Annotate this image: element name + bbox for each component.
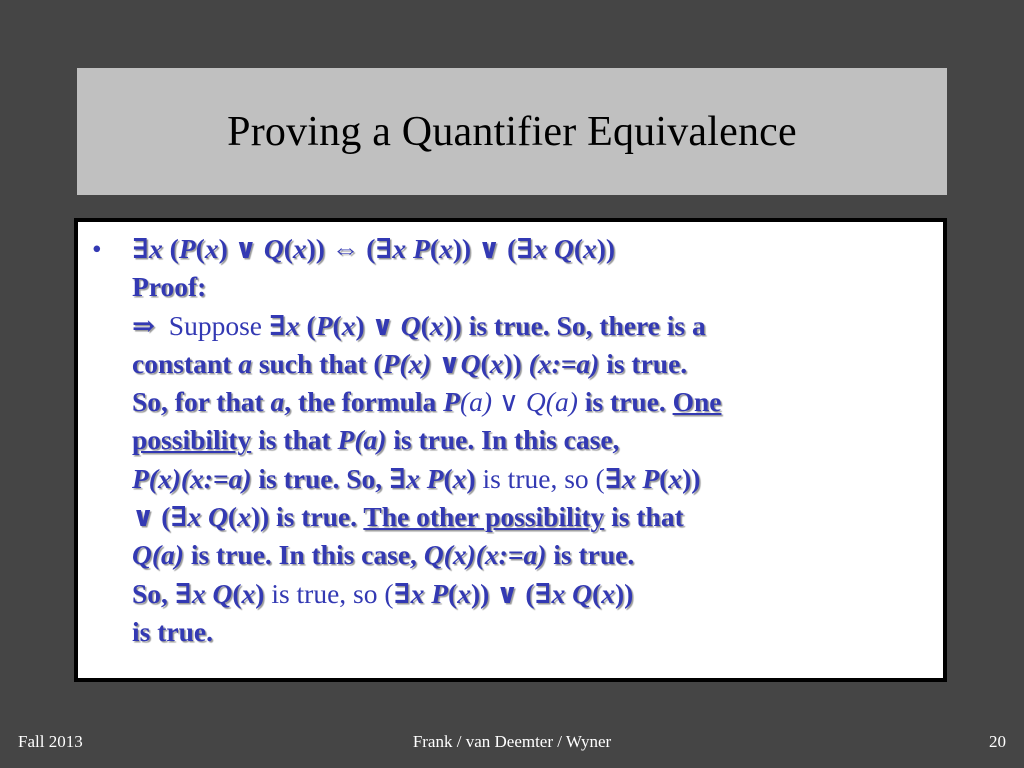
text-segment: Q: [400, 309, 421, 341]
slide-title-box: [77, 68, 947, 195]
text-segment: )): [614, 577, 634, 609]
text-segment: possibility: [132, 424, 252, 456]
text-segment: Q: [460, 347, 481, 379]
footer-date: Fall 2013: [18, 732, 83, 751]
text-segment: constant: [132, 347, 239, 379]
text-segment: ∃: [393, 577, 411, 609]
text-segment: , the formula: [284, 386, 444, 418]
text-segment: ) ∨: [218, 233, 264, 264]
text-line-7: [92, 460, 932, 498]
text-segment: P(x)(x:=a): [132, 462, 252, 494]
text-segment: x P: [621, 462, 660, 494]
slide-title: Proving a Quantifier Equivalence: [227, 108, 797, 155]
text-segment: is true. So,: [251, 462, 390, 494]
text-segment: x Q: [187, 501, 228, 533]
text-segment: (: [480, 347, 490, 379]
text-segment: x: [439, 233, 453, 264]
footer-authors: Frank / van Deemter / Wyner: [412, 732, 612, 751]
text-line-11: [92, 613, 932, 651]
text-segment: is true.: [577, 386, 673, 418]
text-segment: (: [232, 577, 242, 609]
text-segment: is true, so (: [475, 462, 605, 494]
text-segment: x P: [392, 233, 430, 264]
text-segment: x: [237, 501, 251, 533]
bullet-marker: •: [92, 233, 102, 264]
text-line-10: [92, 575, 932, 613]
proof-text: [92, 230, 932, 651]
text-segment: P: [178, 233, 196, 264]
text-segment: So,: [132, 577, 175, 609]
text-segment: )): [682, 462, 701, 494]
text-segment: (: [429, 233, 439, 264]
text-segment: (x:=a): [528, 347, 600, 379]
text-segment: such that (: [251, 347, 383, 379]
text-segment: is that: [251, 424, 338, 456]
text-segment: P: [443, 386, 460, 418]
text-segment: (: [573, 233, 584, 264]
text-segment: is true. In this case,: [386, 424, 620, 456]
text-line-6: [92, 421, 932, 459]
slide-content-box: [74, 218, 947, 682]
text-line-2: [92, 268, 932, 306]
text-segment: (: [592, 577, 602, 609]
text-segment: ∃: [604, 462, 622, 494]
text-segment: is true.: [599, 347, 688, 379]
text-segment: x: [341, 309, 356, 341]
text-segment: x: [204, 233, 219, 264]
text-segment: x P: [406, 462, 444, 494]
text-segment: ) ∨: [355, 309, 401, 341]
text-segment: x: [583, 233, 597, 264]
text-segment: (: [448, 577, 458, 609]
text-segment: Q(a): [525, 386, 578, 418]
text-segment: x: [601, 577, 615, 609]
text-segment: a: [238, 347, 252, 379]
text-segment: )): [503, 347, 529, 379]
text-segment: x: [429, 309, 444, 341]
text-segment: x Q: [533, 233, 574, 264]
text-segment: Q(a): [132, 539, 184, 571]
text-segment: Proof:: [132, 271, 207, 303]
text-line-4: [92, 345, 932, 383]
text-segment: ∃: [389, 462, 407, 494]
text-segment: (: [162, 233, 179, 264]
text-segment: (: [195, 233, 205, 264]
text-segment: ): [255, 577, 265, 609]
text-segment: ): [466, 462, 476, 494]
text-segment: ∃: [132, 233, 150, 264]
text-segment: is true.: [132, 615, 213, 647]
text-segment: x: [457, 577, 471, 609]
text-segment: x: [489, 347, 504, 379]
text-segment: x: [668, 462, 683, 494]
text-segment: P: [315, 309, 333, 341]
line-content: [132, 233, 615, 264]
text-segment: (: [420, 309, 430, 341]
text-segment: ⇒: [132, 309, 156, 341]
text-segment: ∃: [174, 577, 192, 609]
text-segment: So, for that: [132, 386, 271, 418]
footer-page-number: 20: [989, 732, 1006, 751]
text-segment: x P: [410, 577, 449, 609]
text-segment: (: [443, 462, 453, 494]
text-line-8: [92, 498, 932, 536]
text-segment: is that: [604, 501, 684, 533]
text-segment: Suppose: [155, 309, 269, 341]
text-segment: (: [227, 501, 238, 533]
text-segment: is true, so (: [264, 577, 394, 609]
text-segment: The other possibility: [363, 501, 605, 533]
text-line-3: [92, 307, 932, 345]
text-segment: Q: [263, 233, 284, 264]
text-segment: )) is true.: [250, 501, 364, 533]
text-segment: )) ⇔ (∃: [306, 233, 393, 264]
text-segment: (: [332, 309, 342, 341]
text-segment: x Q: [191, 577, 233, 609]
bullet-line-1: [92, 230, 932, 268]
text-segment: One: [672, 386, 722, 418]
text-segment: a: [270, 386, 285, 418]
text-segment: )) ∨ (∃: [452, 233, 534, 264]
text-segment: )) ∨ (∃: [470, 577, 552, 609]
text-segment: Q(x)(x:=a): [423, 539, 547, 571]
text-segment: ∨: [431, 347, 461, 379]
text-segment: x: [285, 309, 300, 341]
text-segment: P(a): [337, 424, 387, 456]
text-segment: (a) ∨: [459, 386, 526, 418]
text-segment: )): [596, 233, 616, 264]
text-line-5: [92, 383, 932, 421]
text-segment: (: [659, 462, 669, 494]
text-segment: x: [149, 233, 163, 264]
text-segment: x: [241, 577, 256, 609]
text-segment: is true. In this case,: [183, 539, 424, 571]
text-segment: P(x): [382, 347, 432, 379]
text-segment: x: [452, 462, 467, 494]
text-segment: x: [292, 233, 307, 264]
text-line-9: [92, 536, 932, 574]
text-segment: (: [299, 309, 316, 341]
text-segment: x Q: [551, 577, 593, 609]
text-segment: ∨ (∃: [132, 501, 188, 533]
text-segment: )) is true. So, there is a: [443, 309, 706, 341]
text-segment: (: [283, 233, 293, 264]
text-segment: ∃: [268, 309, 286, 341]
text-segment: is true.: [546, 539, 635, 571]
